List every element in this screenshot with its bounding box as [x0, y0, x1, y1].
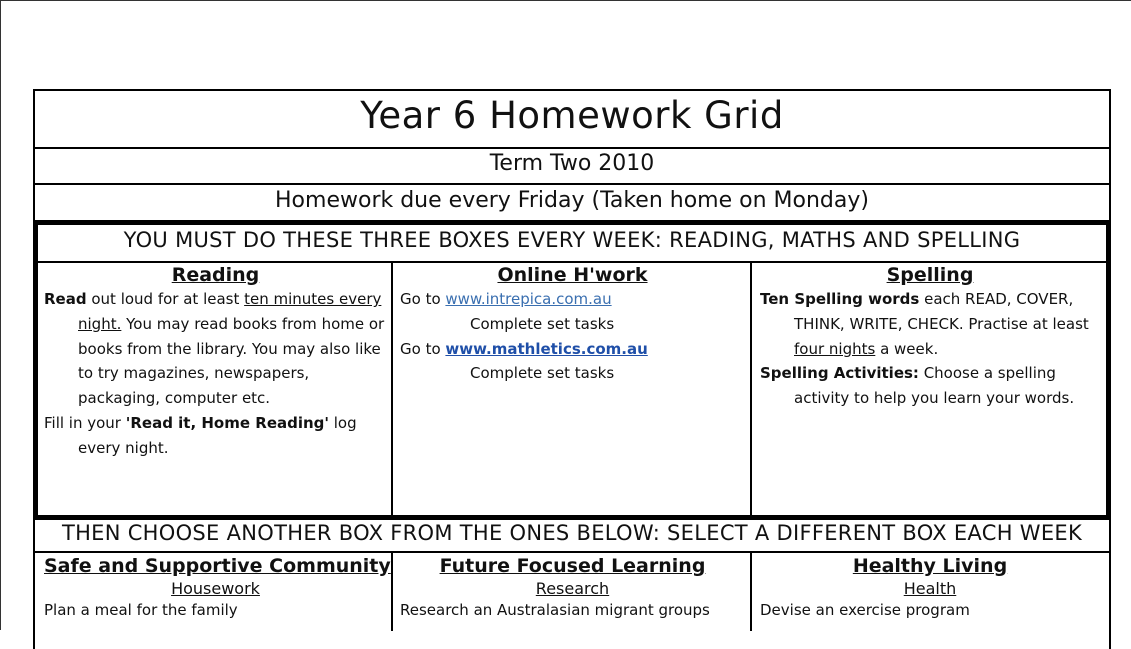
page-title: Year 6 Homework Grid [360, 94, 784, 137]
intrepica-link[interactable]: www.intrepica.com.au [445, 290, 612, 308]
required-banner: YOU MUST DO THESE THREE BOXES EVERY WEEK: READING, MATHS AND SPELLING [123, 228, 1021, 252]
column-divider [391, 551, 393, 631]
divider [33, 147, 1111, 149]
reading-heading: Reading [171, 264, 260, 286]
future-learning-heading: Future Focused Learning [439, 555, 706, 577]
divider [33, 183, 1111, 185]
column-divider [391, 261, 393, 515]
intrepica-task: Complete set tasks [470, 314, 615, 333]
choice-box-future-learning[interactable] [400, 555, 745, 630]
column-divider [750, 551, 752, 631]
mathletics-line: Go to www.mathletics.com.au [400, 339, 648, 358]
housework-subheading: Housework [171, 579, 260, 598]
community-heading: Safe and Supportive Community [44, 555, 391, 577]
due-note: (Taken home on Monday) [591, 188, 869, 213]
term-label: Term Two 2010 [489, 151, 655, 176]
spelling-activities: Spelling Activities: Choose a spelling activity to help you learn your words. [760, 364, 1075, 408]
health-task: Devise an exercise program [760, 601, 970, 619]
choice-box-healthy-living[interactable] [760, 555, 1100, 630]
reading-instructions: Read out loud for at least ten minutes every night. You may read books from home or books from the library. You may also like to try magazines, newspapers, packaging, computer etc. [44, 290, 385, 408]
divider [33, 551, 1111, 553]
health-subheading: Health [903, 579, 957, 598]
divider [38, 261, 1106, 263]
due-main: Homework due every Friday [275, 188, 585, 213]
reading-log-instructions: Fill in your 'Read it, Home Reading' log every night. [44, 413, 357, 457]
due-date-label [35, 188, 1109, 218]
choice-banner: THEN CHOOSE ANOTHER BOX FROM THE ONES BELOW: SELECT A DIFFERENT BOX EACH WEEK [61, 521, 1083, 545]
choice-box-community[interactable] [44, 555, 391, 630]
online-homework-box [400, 264, 745, 514]
healthy-living-heading: Healthy Living [852, 555, 1008, 577]
mathletics-link[interactable]: www.mathletics.com.au [445, 339, 648, 358]
reading-box [44, 264, 387, 514]
research-subheading: Research [535, 579, 610, 598]
intrepica-line: Go to www.intrepica.com.au [400, 290, 612, 308]
spelling-heading: Spelling [886, 264, 974, 286]
research-task: Research an Australasian migrant groups [400, 601, 710, 619]
spelling-instructions: Ten Spelling words each READ, COVER, THINK, WRITE, CHECK. Practise at least four nights a week. [760, 290, 1089, 358]
mathletics-task: Complete set tasks [470, 364, 615, 383]
column-divider [750, 261, 752, 515]
spelling-box [760, 264, 1100, 514]
housework-task: Plan a meal for the family [44, 601, 238, 619]
online-homework-heading: Online H'work [497, 264, 648, 286]
